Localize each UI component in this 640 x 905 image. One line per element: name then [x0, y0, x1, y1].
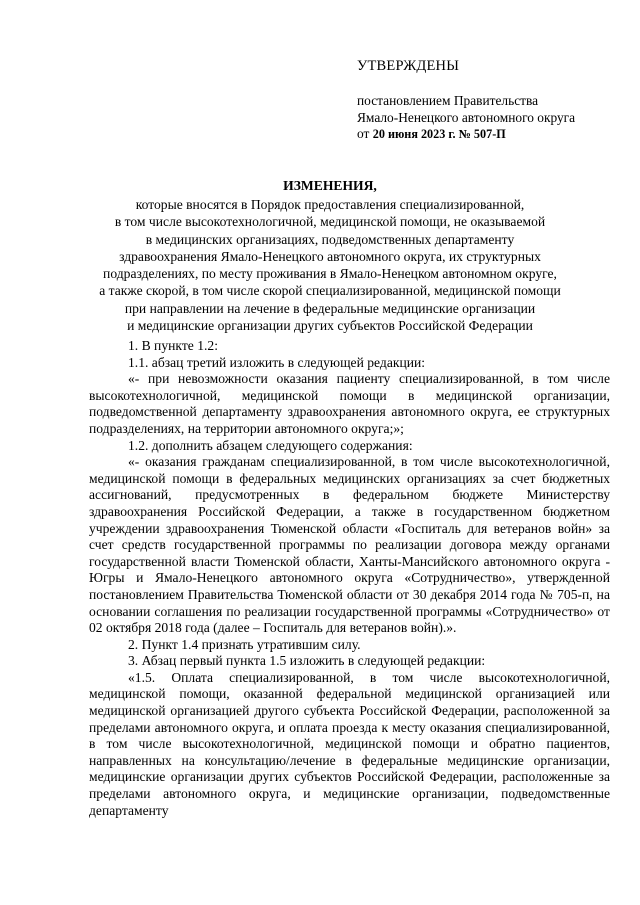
- document-body: [89, 338, 610, 819]
- paragraph: 2. Пункт 1.4 признать утратившим силу.: [128, 636, 361, 652]
- document-heading: ИЗМЕНЕНИЯ,: [283, 178, 377, 193]
- document-subtitle: [50, 196, 610, 334]
- approval-line-1: постановлением Правительства: [357, 92, 539, 108]
- subtitle-line: и медицинские организации других субъектов Российской Федерации: [127, 318, 533, 334]
- paragraph: 3. Абзац первый пункта 1.5 изложить в следующей редакции:: [128, 653, 486, 669]
- paragraph: 1.1. абзац третий изложить в следующей редакции:: [128, 354, 426, 370]
- subtitle-line: при направлении на лечение в федеральные медицинские организации: [124, 300, 536, 316]
- subtitle-line: которые вносятся в Порядок предоставления специализированной,: [135, 197, 525, 212]
- approval-date-value: 20 июня 2023 г. № 507-П: [372, 127, 506, 142]
- approved-title: УТВЕРЖДЕНЫ: [357, 58, 460, 74]
- approval-date-prefix: от: [357, 126, 370, 142]
- paragraph: «- оказания гражданам специализированной, в том числе высокотехнологичной, медицинской помощи в федеральных медицинских организациях за счет бюджетных ассигнований, предусмотренных в федеральном бюджете Министерству здравоохранения Российской Федерации, а также в государственном бюджетном учреждении здравоохранения Тюменской области «Госпиталь для ветеранов войн» за счет средств государственной программы по реализации договора между органами государственной власти Тюменской области, Ханты-Мансийского автономного округа - Югры и Ямало-Ненецкого автономного округа «Сотрудничество», утвержденной постановлением Правительства Тюменской области от 30 декабря 2014 года № 705-п, на основании соглашения по реализации государственной программы «Сотрудничество» от 02 октября 2018 года (далее – Госпиталь для ветеранов войн).».: [89, 454, 610, 636]
- subtitle-line: а также скорой, в том числе скорой специализированной, медицинской помощи: [99, 283, 561, 299]
- paragraph: «- при невозможности оказания пациенту специализированной, в том числе высокотехнологичной, медицинской помощи в медицинской организации, подведомственной департаменту здравоохранения автономного округа, ее структурных подразделениях, на территории автономного округа;»;: [89, 371, 610, 436]
- subtitle-line: здравоохранения Ямало-Ненецкого автономного округа, их структурных: [119, 248, 541, 264]
- subtitle-line: в том числе высокотехнологичной, медицинской помощи, не оказываемой: [114, 214, 546, 230]
- approval-date-line: [357, 126, 617, 143]
- approval-block: [357, 58, 617, 143]
- subtitle-line: в медицинских организациях, подведомственных департаменту: [145, 231, 515, 247]
- approval-line-2: Ямало-Ненецкого автономного округа: [357, 109, 576, 125]
- subtitle-line: подразделениях, по месту проживания в Ямало-Ненецком автономном округе,: [103, 266, 557, 282]
- paragraph: 1. В пункте 1.2:: [128, 338, 218, 353]
- paragraph: «1.5. Оплата специализированной, в том числе высокотехнологичной, медицинской помощи, оказанной федеральной медицинской организацией или медицинской организацией другого субъекта Российской Федерации, расположенной за пределами автономного округа, и оплата проезда к месту оказания специализированной, в том числе высокотехнологичной, медицинской помощи и обратно пациентов, направленных на консультацию/лечение в федеральные медицинские организации, медицинские организации других субъектов Российской Федерации, расположенные за пределами автономного округа, и медицинские организации, подведомственные департаменту: [89, 669, 610, 818]
- paragraph: 1.2. дополнить абзацем следующего содержания:: [128, 437, 413, 453]
